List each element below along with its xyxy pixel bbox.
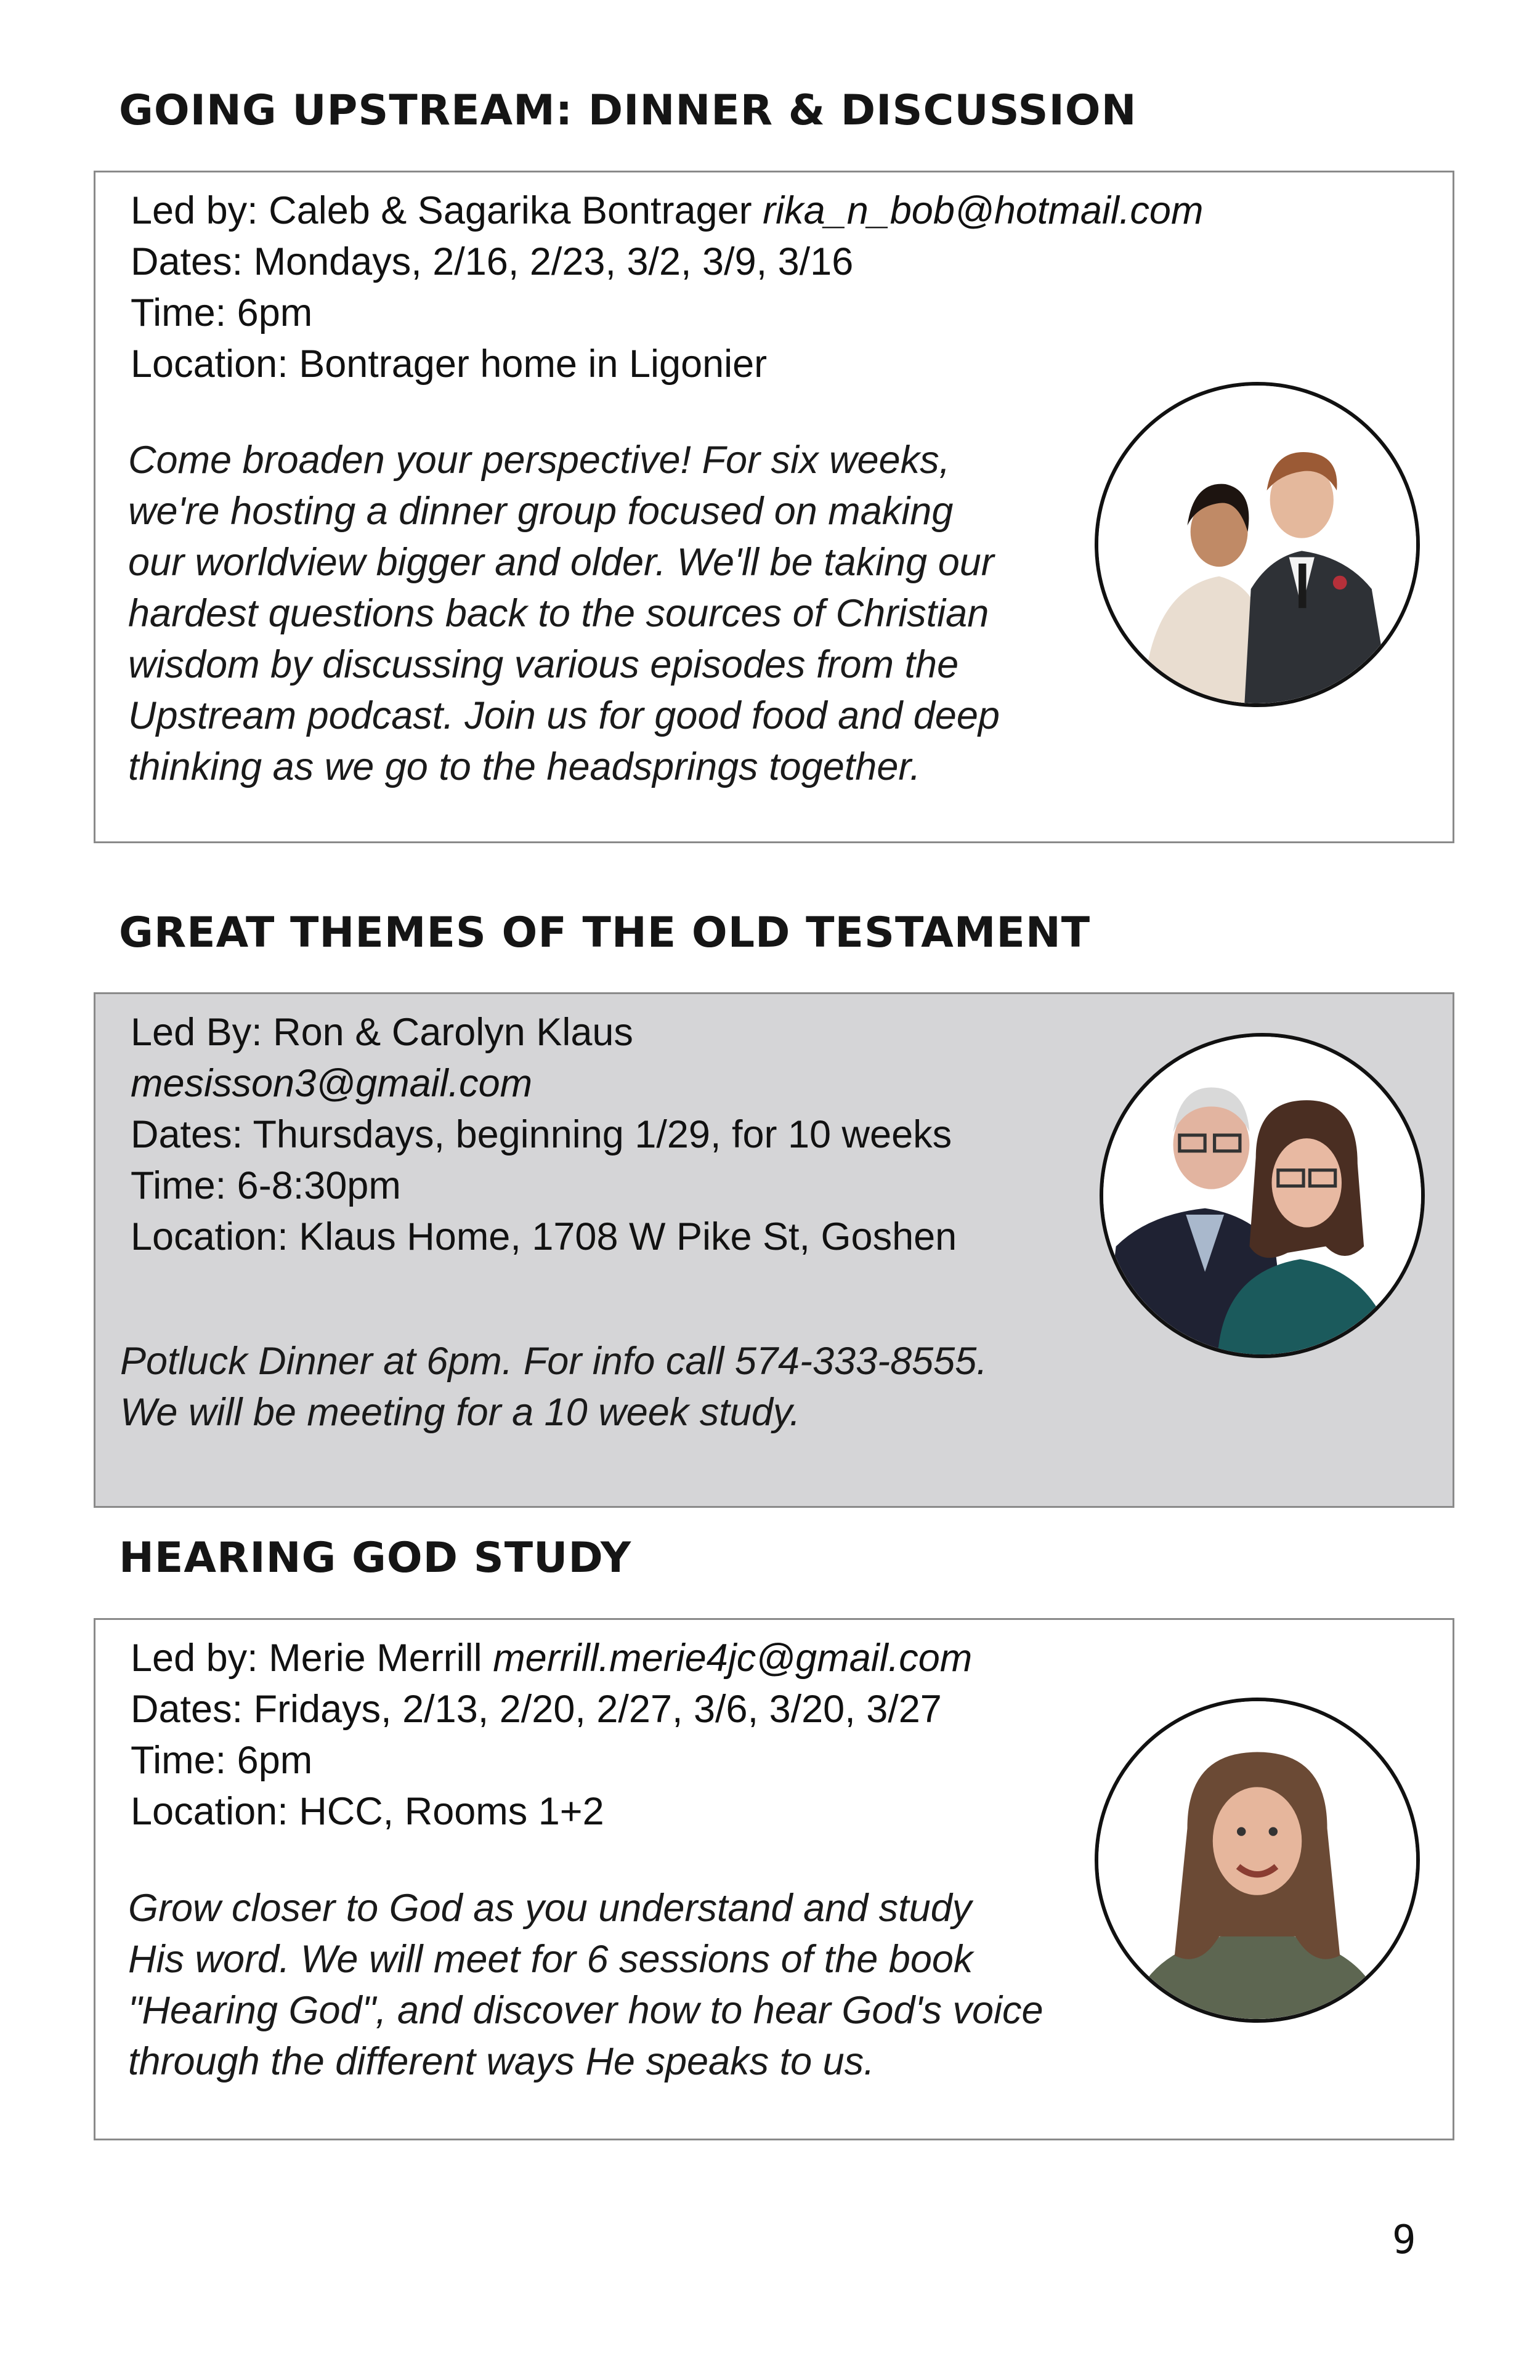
event-card: [94, 171, 1454, 843]
location-line: Location: Klaus Home, 1708 W Pike St, Goshen: [131, 1215, 957, 1258]
dates-line: Dates: Thursdays, beginning 1/29, for 10 weeks: [131, 1113, 952, 1156]
dates-line: Dates: Mondays, 2/16, 2/23, 3/2, 3/9, 3/16: [131, 240, 854, 283]
leader-line: [131, 1632, 972, 1684]
description-line: we're hosting a dinner group focused on making: [128, 490, 954, 533]
description-line: our worldview bigger and older. We'll be taking our: [128, 541, 994, 584]
leader-label: Led by: Caleb & Sagarika Bontrager: [131, 189, 752, 232]
time-line: Time: 6pm: [131, 291, 313, 334]
event-description: [120, 1336, 987, 1438]
event-description: [128, 1883, 1044, 2087]
leaders-photo: [1095, 382, 1420, 707]
description-line: through the different ways He speaks to us.: [128, 2040, 875, 2083]
contact-email[interactable]: rika_n_bob@hotmail.com: [763, 189, 1204, 232]
description-line: Upstream podcast. Join us for good food and deep: [128, 694, 1000, 737]
section-title: GOING UPSTREAM: DINNER & DISCUSSION: [119, 86, 1137, 135]
event-description: [128, 435, 1000, 793]
section-title: GREAT THEMES OF THE OLD TESTAMENT: [119, 909, 1091, 957]
description-line: His word. We will meet for 6 sessions of the book: [128, 1938, 973, 1981]
location-line: Location: Bontrager home in Ligonier: [131, 342, 768, 386]
couple-photo-icon: [1098, 386, 1416, 703]
contact-email[interactable]: mesisson3@gmail.com: [131, 1062, 533, 1105]
leaders-photo: [1100, 1033, 1425, 1358]
description-line: Grow closer to God as you understand and study: [128, 1887, 972, 1930]
leader-line: Led By: Ron & Carolyn Klaus: [131, 1011, 633, 1054]
couple-photo-icon: [1103, 1037, 1421, 1354]
time-line: Time: 6pm: [131, 1739, 313, 1782]
description-line: Potluck Dinner at 6pm. For info call 574-333-8555.: [120, 1340, 987, 1383]
dates-line: Dates: Fridays, 2/13, 2/20, 2/27, 3/6, 3/20, 3/27: [131, 1688, 942, 1731]
description-line: thinking as we go to the headsprings together.: [128, 745, 921, 788]
description-line: "Hearing God", and discover how to hear God's voice: [128, 1989, 1044, 2032]
section-title: HEARING GOD STUDY: [119, 1534, 632, 1582]
leader-photo: [1095, 1698, 1420, 2023]
contact-email[interactable]: merrill.merie4jc@gmail.com: [493, 1637, 973, 1680]
description-line: wisdom by discussing various episodes from the: [128, 643, 959, 686]
page-number: 9: [1392, 2217, 1416, 2263]
time-line: Time: 6-8:30pm: [131, 1164, 401, 1207]
description-line: We will be meeting for a 10 week study.: [120, 1391, 801, 1434]
person-photo-icon: [1098, 1701, 1416, 2019]
description-line: hardest questions back to the sources of Christian: [128, 592, 989, 635]
leader-line: [131, 185, 1203, 237]
description-line: Come broaden your perspective! For six weeks,: [128, 439, 950, 482]
leader-label: Led by: Merie Merrill: [131, 1637, 482, 1680]
event-card: [94, 992, 1454, 1508]
location-line: Location: HCC, Rooms 1+2: [131, 1790, 604, 1833]
event-card: [94, 1618, 1454, 2140]
